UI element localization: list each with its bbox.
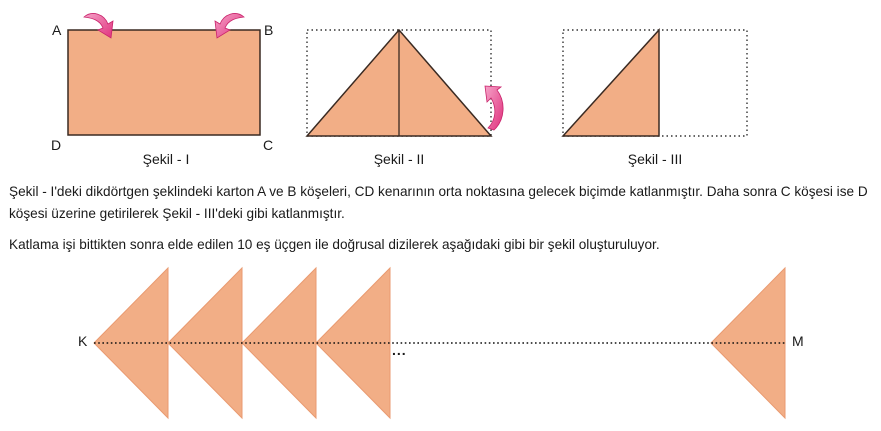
caption-figure-3: Şekil - III: [627, 151, 683, 167]
label-d: D: [51, 137, 62, 153]
paragraph-1: Şekil - I'deki dikdörtgen şeklindeki karton A ve B köşeleri, CD kenarının orta noktasına gelecek biçimde katlanmıştır. Daha sonra C köşesi ise D köşesi üzerine getirilerek Şekil - III'deki gibi katlanmıştır.: [9, 184, 868, 221]
triangle-1: [94, 268, 168, 418]
triangle-10: [711, 268, 785, 418]
label-b: B: [264, 22, 274, 38]
paragraph-2: Katlama işi bittikten sonra elde edilen 10 eş üçgen ile doğrusal dizilerek aşağıdaki gibi bir şekil oluşturuluyor.: [9, 237, 660, 252]
ellipsis: ...: [392, 342, 407, 358]
triangle-4: [316, 268, 390, 418]
label-m: M: [792, 333, 804, 349]
label-a: A: [52, 22, 62, 38]
label-k: K: [78, 333, 88, 349]
rectangle-abcd: [68, 30, 260, 135]
label-c: C: [263, 137, 274, 153]
caption-figure-1: Şekil - I: [142, 151, 190, 167]
caption-figure-2: Şekil - II: [373, 151, 425, 167]
fold-arrow-c-icon: [485, 86, 503, 130]
folded-triangle-3: [563, 30, 659, 136]
